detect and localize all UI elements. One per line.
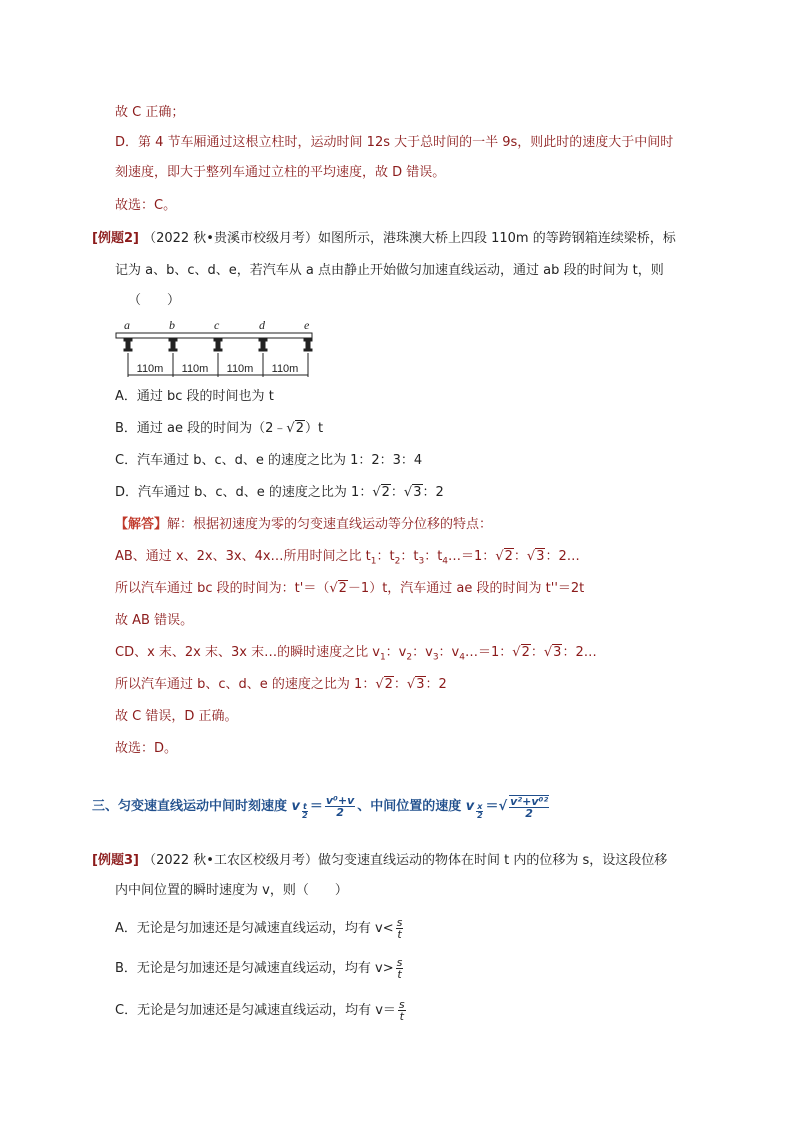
subscript-x-over-2: $\frac{x}{2}$ [477, 802, 483, 820]
s-over-t-fraction [398, 999, 406, 1022]
option-b-text: B．无论是匀加速还是匀减速直线运动，均有 v> [115, 961, 394, 976]
option-d-suffix: ：2 [422, 485, 444, 500]
example2-question-line3: （ ） [128, 293, 181, 308]
answer-ab-conclusion: 故 AB 错误。 [115, 613, 194, 628]
frac1-numerator: v⁰+v [325, 794, 355, 807]
frac-numerator: s [398, 998, 405, 1011]
sqrt-symbol: √2 [329, 581, 347, 596]
frac2-numerator: v²+v⁰² [510, 794, 549, 808]
section3-heading: 三、匀变速直线运动中间时刻速度 v $\frac{t}{2}$ ＝ $\frac{\text{v⁰+v}}{2}$ 、中间位置的速度 v $\frac{x}{2}$ ＝√ $\frac{\text{v²+v⁰²}}{2}$ [92, 790, 551, 824]
pier-d [259, 338, 267, 351]
bc-radicand: 2 [338, 581, 347, 596]
sqrt-symbol: √3 [543, 645, 562, 660]
cd2-radicand-2: 3 [416, 677, 425, 692]
section3-v1: v [291, 799, 301, 814]
pier-e [304, 338, 312, 351]
point-label-c: c [214, 318, 220, 332]
line-c-correct: 故 C 正确； [115, 105, 185, 120]
cd2-end: ：2 [425, 677, 447, 692]
span-label-bc: 110m [181, 363, 209, 375]
line-d-explain-2: 刻速度，即大于整列车通过立柱的平均速度，故 D 错误。 [115, 165, 446, 180]
s-over-t-fraction [396, 917, 404, 940]
cd2-radicand-1: 2 [384, 677, 393, 692]
frac2-denominator: 2 [525, 806, 533, 820]
point-label-d: d [259, 318, 265, 332]
sqrt-symbol: √3 [526, 549, 545, 564]
span-label-ab: 110m [136, 363, 164, 375]
example2-option-c: C．汽车通过 b、c、d、e 的速度之比为 1：2：3：4 [115, 453, 423, 468]
option-d-sep: ： [390, 485, 404, 500]
option-b-radicand: 2 [295, 421, 304, 436]
sqrt-symbol: √3 [406, 677, 425, 692]
line-d-explain-1: D．第 4 节车厢通过这根立柱时，运动时间 12s 大于总时间的一半 9s，则此时的速度大于中间时 [115, 135, 674, 150]
s-over-t-fraction [396, 957, 404, 980]
example3-question-line1 [92, 851, 667, 871]
example2-tag: [例题2] [92, 231, 139, 246]
option-d-radicand-2: 3 [413, 485, 422, 500]
subscript-t-over-2: $\frac{t}{2}$ [302, 802, 308, 820]
frac1-denominator: 2 [336, 806, 344, 819]
ab-seq-1: ：t [376, 549, 395, 564]
section3-middle: 、中间位置的速度 [357, 799, 466, 814]
pier-b [169, 338, 177, 351]
example2-text-1: （2022 秋•贵溪市校级月考）如图所示，港珠澳大桥上四段 110m 的等跨钢箱连续梁桥，标 [143, 231, 676, 246]
frac-denominator: t [397, 928, 402, 941]
cd-eq: …＝1： [464, 645, 513, 660]
sqrt-symbol: √3 [403, 485, 422, 500]
example3-tag: [例题3] [92, 853, 139, 868]
ab-radicand-2: 3 [536, 549, 545, 564]
cd-prefix: CD、x 末、2x 末、3x 末…的瞬时速度之比 v [115, 645, 380, 660]
sqrt-symbol: √2 [512, 645, 530, 660]
answer-choice-d: 故选：D。 [115, 741, 178, 756]
example2-option-d [115, 483, 444, 503]
sqrt-symbol: √2 [495, 549, 513, 564]
bc-suffix: －1）t，汽车通过 ae 段的时间为 t''＝2t [347, 581, 585, 596]
sqrt-symbol: √2 [375, 677, 393, 692]
bc-prefix: 所以汽车通过 bc 段的时间为：t'＝（ [115, 581, 330, 596]
answer-bc-line [115, 579, 584, 599]
answer-intro [115, 515, 492, 535]
example2-question-line1 [92, 229, 676, 249]
ab-seq-2: ：t [400, 549, 419, 564]
example3-option-b [115, 954, 405, 984]
option-a-text: A．无论是匀加速还是匀减速直线运动，均有 v< [115, 921, 394, 936]
frac-denominator: t [397, 968, 402, 981]
point-label-e: e [304, 318, 310, 332]
ab-radicand-1: 2 [504, 549, 513, 564]
section3-fraction-2 [509, 795, 549, 819]
sqrt-symbol: √2 [286, 421, 304, 436]
pier-c [214, 338, 222, 351]
bridge-diagram [114, 317, 319, 381]
section3-fraction-1 [325, 795, 355, 818]
section3-prefix: 三、匀变速直线运动中间时刻速度 [92, 799, 292, 814]
sqrt-symbol: √2 [372, 485, 390, 500]
answer-intro-text: 解：根据初速度为零的匀变速直线运动等分位移的特点： [167, 517, 493, 532]
sqrt-symbol: √ $\frac{\text{v²+v⁰²}}{2}$ [498, 794, 549, 820]
answer-tag: 【解答】 [115, 517, 168, 532]
cd-end: ：2… [562, 645, 597, 660]
example3-text-1: （2022 秋•工农区校级月考）做匀变速直线运动的物体在时间 t 内的位移为 s，设这段位移 [143, 853, 668, 868]
option-d-radicand-1: 2 [381, 485, 390, 500]
ab-prefix: AB、通过 x、2x、3x、4x…所用时间之比 t [115, 549, 371, 564]
pier-a [124, 338, 132, 351]
example3-option-a [115, 914, 405, 944]
example3-option-c [115, 996, 408, 1026]
answer-ab-line: AB、通过 x、2x、3x、4x…所用时间之比 $t_1$：$t_2$：$t_3$：$t_4\dots=1$：√2：√3：2… [115, 549, 580, 567]
frac-denominator: t [399, 1010, 404, 1023]
example2-option-b [115, 419, 323, 439]
answer-cd2-line: 所以汽车通过 b、c、d、e 的速度之比为 1：√2：√3：2 [115, 677, 447, 692]
answer-cd-line: CD、x 末、2x 末、3x 末…的瞬时速度之比 $v_1$：$v_2$：$v_3$：$v_4\dots=1$：√2：√3：2… [115, 645, 597, 663]
ab-end: ：2… [545, 549, 580, 564]
section3-v2: v [465, 799, 475, 814]
option-b-prefix: B．通过 ae 段的时间为（2﹣ [115, 421, 287, 436]
option-c-text: C．无论是匀加速还是匀减速直线运动，均有 v＝ [115, 1003, 396, 1018]
cd-radicand-1: 2 [521, 645, 530, 660]
span-label-de: 110m [271, 363, 299, 375]
bridge-deck [116, 333, 312, 338]
answer-cd-conclusion: 故 C 错误，D 正确。 [115, 709, 238, 724]
point-label-b: b [169, 318, 175, 332]
ab-eq: …＝1： [448, 549, 496, 564]
span-label-cd: 110m [226, 363, 254, 375]
option-b-suffix: ）t [305, 421, 324, 436]
point-label-a: a [124, 318, 130, 332]
option-d-prefix: D．汽车通过 b、c、d、e 的速度之比为 1： [115, 485, 373, 500]
frac-numerator: s [396, 956, 403, 969]
example3-question-line2: 内中间位置的瞬时速度为 v，则（ ） [115, 883, 348, 898]
ab-seq-3: ：t [424, 549, 443, 564]
line-choice-c: 故选：C。 [115, 198, 177, 213]
cd-radicand-2: 3 [553, 645, 562, 660]
example2-option-a: A．通过 bc 段的时间也为 t [115, 389, 274, 404]
example2-question-line2: 记为 a、b、c、d、e，若汽车从 a 点由静止开始做匀加速直线运动，通过 ab 段的时间为 t，则 [115, 263, 664, 278]
cd2-prefix: 所以汽车通过 b、c、d、e 的速度之比为 1： [115, 677, 376, 692]
frac-numerator: s [396, 916, 403, 929]
